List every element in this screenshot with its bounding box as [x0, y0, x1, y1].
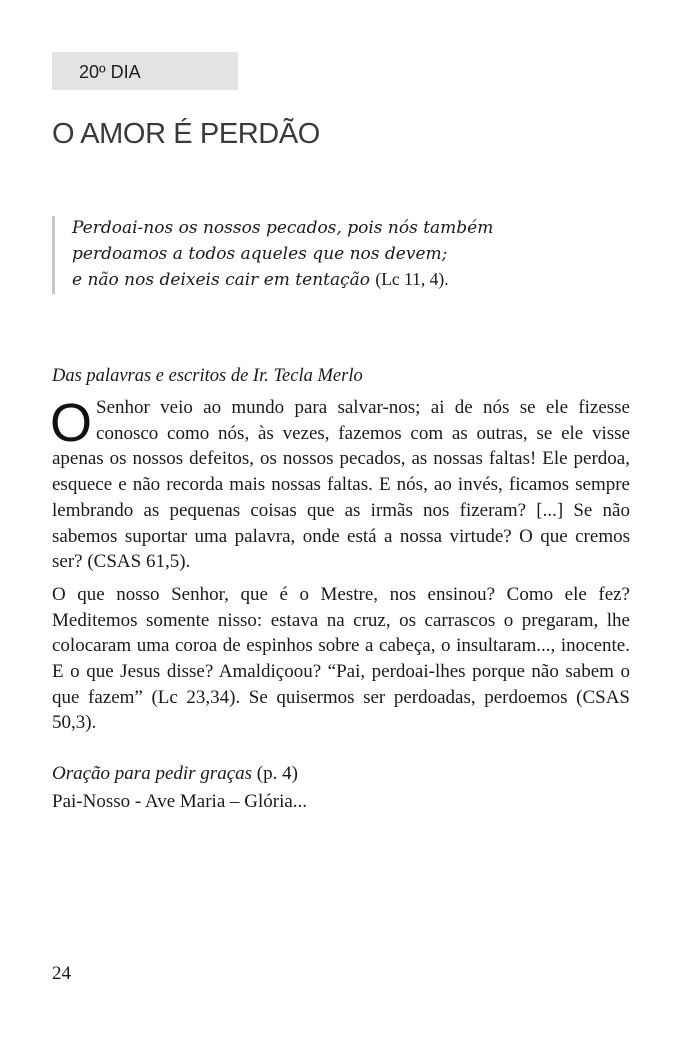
paragraph-text: Senhor veio ao mundo para salvar-nos; ai de nós se ele fizesse conosco como nós, às vezes, fazemos com as outras, se ele visse apenas os nossos defeitos, os nossos pecados, as nossas faltas! Ele perdoa, esquece e não recorda mais nossas faltas. E nós, ao invés, ficamos sempre lembrando as pequenas coisas que as irmãs nos fizeram? [...] Se não sabemos suportar uma palavra, onde está a nossa virtude? O que cremos ser? (CSAS 61,5).: [52, 397, 630, 573]
scripture-quote: [52, 216, 592, 294]
body-text: [52, 395, 630, 743]
prayer-page-ref: (p. 4): [256, 763, 298, 784]
page-title: O AMOR É PERDÃO: [52, 118, 320, 150]
day-label: 20º DIA: [52, 52, 238, 90]
paragraph-text: O que nosso Senhor, que é o Mestre, nos ensinou? Como ele fez? Meditemos somente nisso: estava na cruz, os carrascos o pregaram, lhe colocaram uma coroa de espinhos sobre a cabeça, o insultaram..., inocente. E o que Jesus disse? Amaldiçoou? “Pai, perdoai-lhes porque não sabem o que fazem” (Lc 23,34). Se quisermos ser perdoadas, perdoemos (CSAS 50,3).: [52, 583, 630, 734]
paragraph: [52, 395, 630, 575]
source-heading: Das palavras e escritos de Ir. Tecla Merlo: [52, 366, 363, 386]
drop-cap: O: [50, 393, 93, 453]
quote-reference: (Lc 11, 4).: [375, 269, 449, 289]
quote-line: [72, 267, 592, 294]
page-number: 24: [52, 963, 71, 984]
prayer-list: Pai-Nosso - Ave Maria – Glória...: [52, 791, 308, 812]
paragraph: [52, 582, 630, 736]
quote-line: perdoamos a todos aqueles que nos devem;: [72, 243, 448, 264]
prayer-label: Oração para pedir graças: [52, 763, 253, 784]
prayer-heading: [52, 763, 298, 785]
quote-line-text: e não nos deixeis cair em tentação: [72, 270, 370, 290]
quote-line: Perdoai-nos os nossos pecados, pois nós também: [72, 218, 494, 238]
